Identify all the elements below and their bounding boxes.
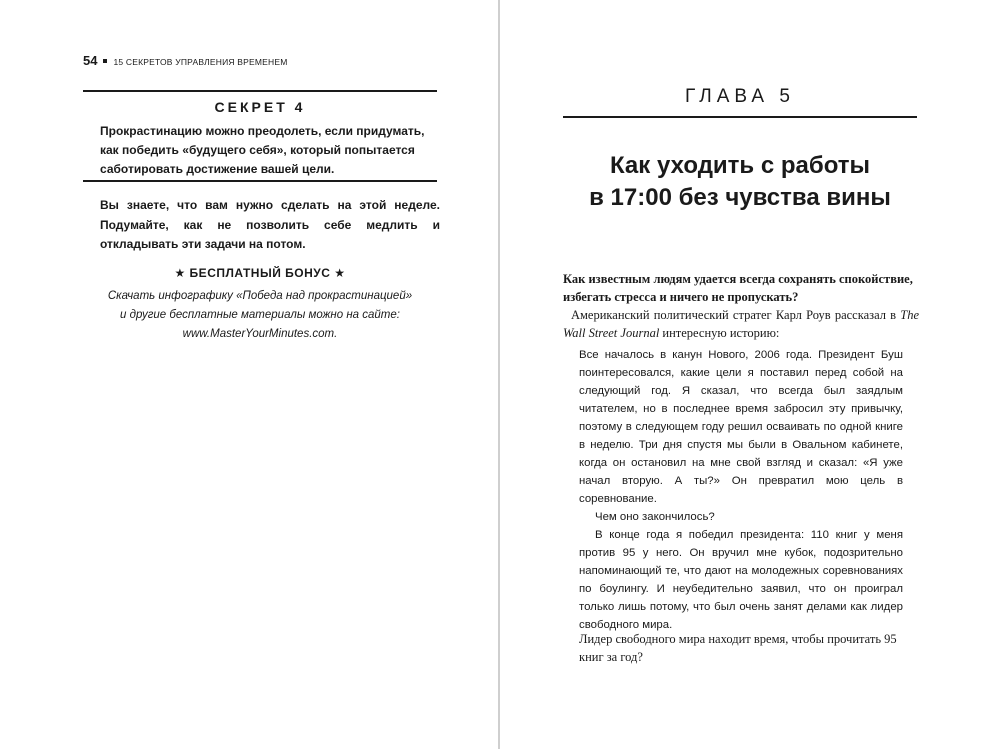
quote-paragraph-2: Чем оно закончилось? xyxy=(595,511,715,523)
lead-text-after: интересную историю: xyxy=(659,326,780,340)
intro-paragraph: Вы знаете, что вам нужно сделать на этой неделе. Подумайте, как не позволить себе медлить и откладывать эти задачи на потом. xyxy=(100,198,440,251)
block-quote xyxy=(579,346,903,634)
closing-paragraph: Лидер свободного мира находит время, чтобы прочитать 95 книг за год? xyxy=(579,632,897,664)
bonus-text xyxy=(83,287,437,344)
chapter-label: ГЛАВА 5 xyxy=(685,86,795,107)
bonus-url: www.MasterYourMinutes.com. xyxy=(182,328,338,340)
chapter-title xyxy=(563,150,917,214)
bonus-title: ★ БЕСПЛАТНЫЙ БОНУС ★ xyxy=(174,266,346,280)
chapter-title-line-1: Как уходить с работы xyxy=(609,152,871,179)
quote-paragraph-1: Все началось в канун Нового, 2006 года. Президент Буш поинтересовался, какие цели я поставил перед собой на следующий год. Я сказал, что всегда был заядлым читателем, но в последнее время забросил эту привычку, поэтому в следующем году решил осваивать по одной книге в неделю. Три дня спустя мы были в Овальном кабинете, когда он остановил на мне свой взгляд и сказал: «Я уже начал вторую. А ты?» Он превратил мою цель в соревнование. xyxy=(579,349,903,505)
book-title: 15 СЕКРЕТОВ УПРАВЛЕНИЯ ВРЕМЕНЕМ xyxy=(113,57,288,67)
bonus-line-2: и другие бесплатные материалы можно на сайте: xyxy=(120,309,400,321)
lead-text-before: Американский политический стратег Карл Роув рассказал в xyxy=(571,308,901,322)
quote-paragraph-3: В конце года я победил президента: 110 книг у меня против 95 у него. Он вручил мне кубок, подозрительно напоминающий те, что дают на молодежных соревнованиях по боулингу. И неубедительно заявил, что он проиграл только лишь потому, что был очень занят делами как лидер свободного мира. xyxy=(579,529,903,631)
chapter-title-line-2: в 17:00 без чувства вины xyxy=(589,184,891,211)
secret-top-rule xyxy=(83,90,437,92)
lead-paragraph xyxy=(563,306,919,342)
chapter-rule xyxy=(563,116,917,118)
bullet-separator xyxy=(103,59,107,63)
secret-title: СЕКРЕТ 4 xyxy=(214,99,306,115)
page-number: 54 xyxy=(83,53,98,68)
running-head xyxy=(83,53,288,68)
source-title: The Wall Street Journal xyxy=(563,308,919,340)
lead-question: Как известным людям удается всегда сохранять спокойствие, избегать стресса и ничего не пропускать? xyxy=(563,272,913,304)
bonus-line-1: Скачать инфографику «Победа над прокрастинацией» xyxy=(107,290,413,302)
secret-bottom-rule xyxy=(83,180,437,182)
secret-text: Прокрастинацию можно преодолеть, если придумать, как победить «будущего себя», который попытается саботировать достижение вашей цели. xyxy=(100,124,425,176)
